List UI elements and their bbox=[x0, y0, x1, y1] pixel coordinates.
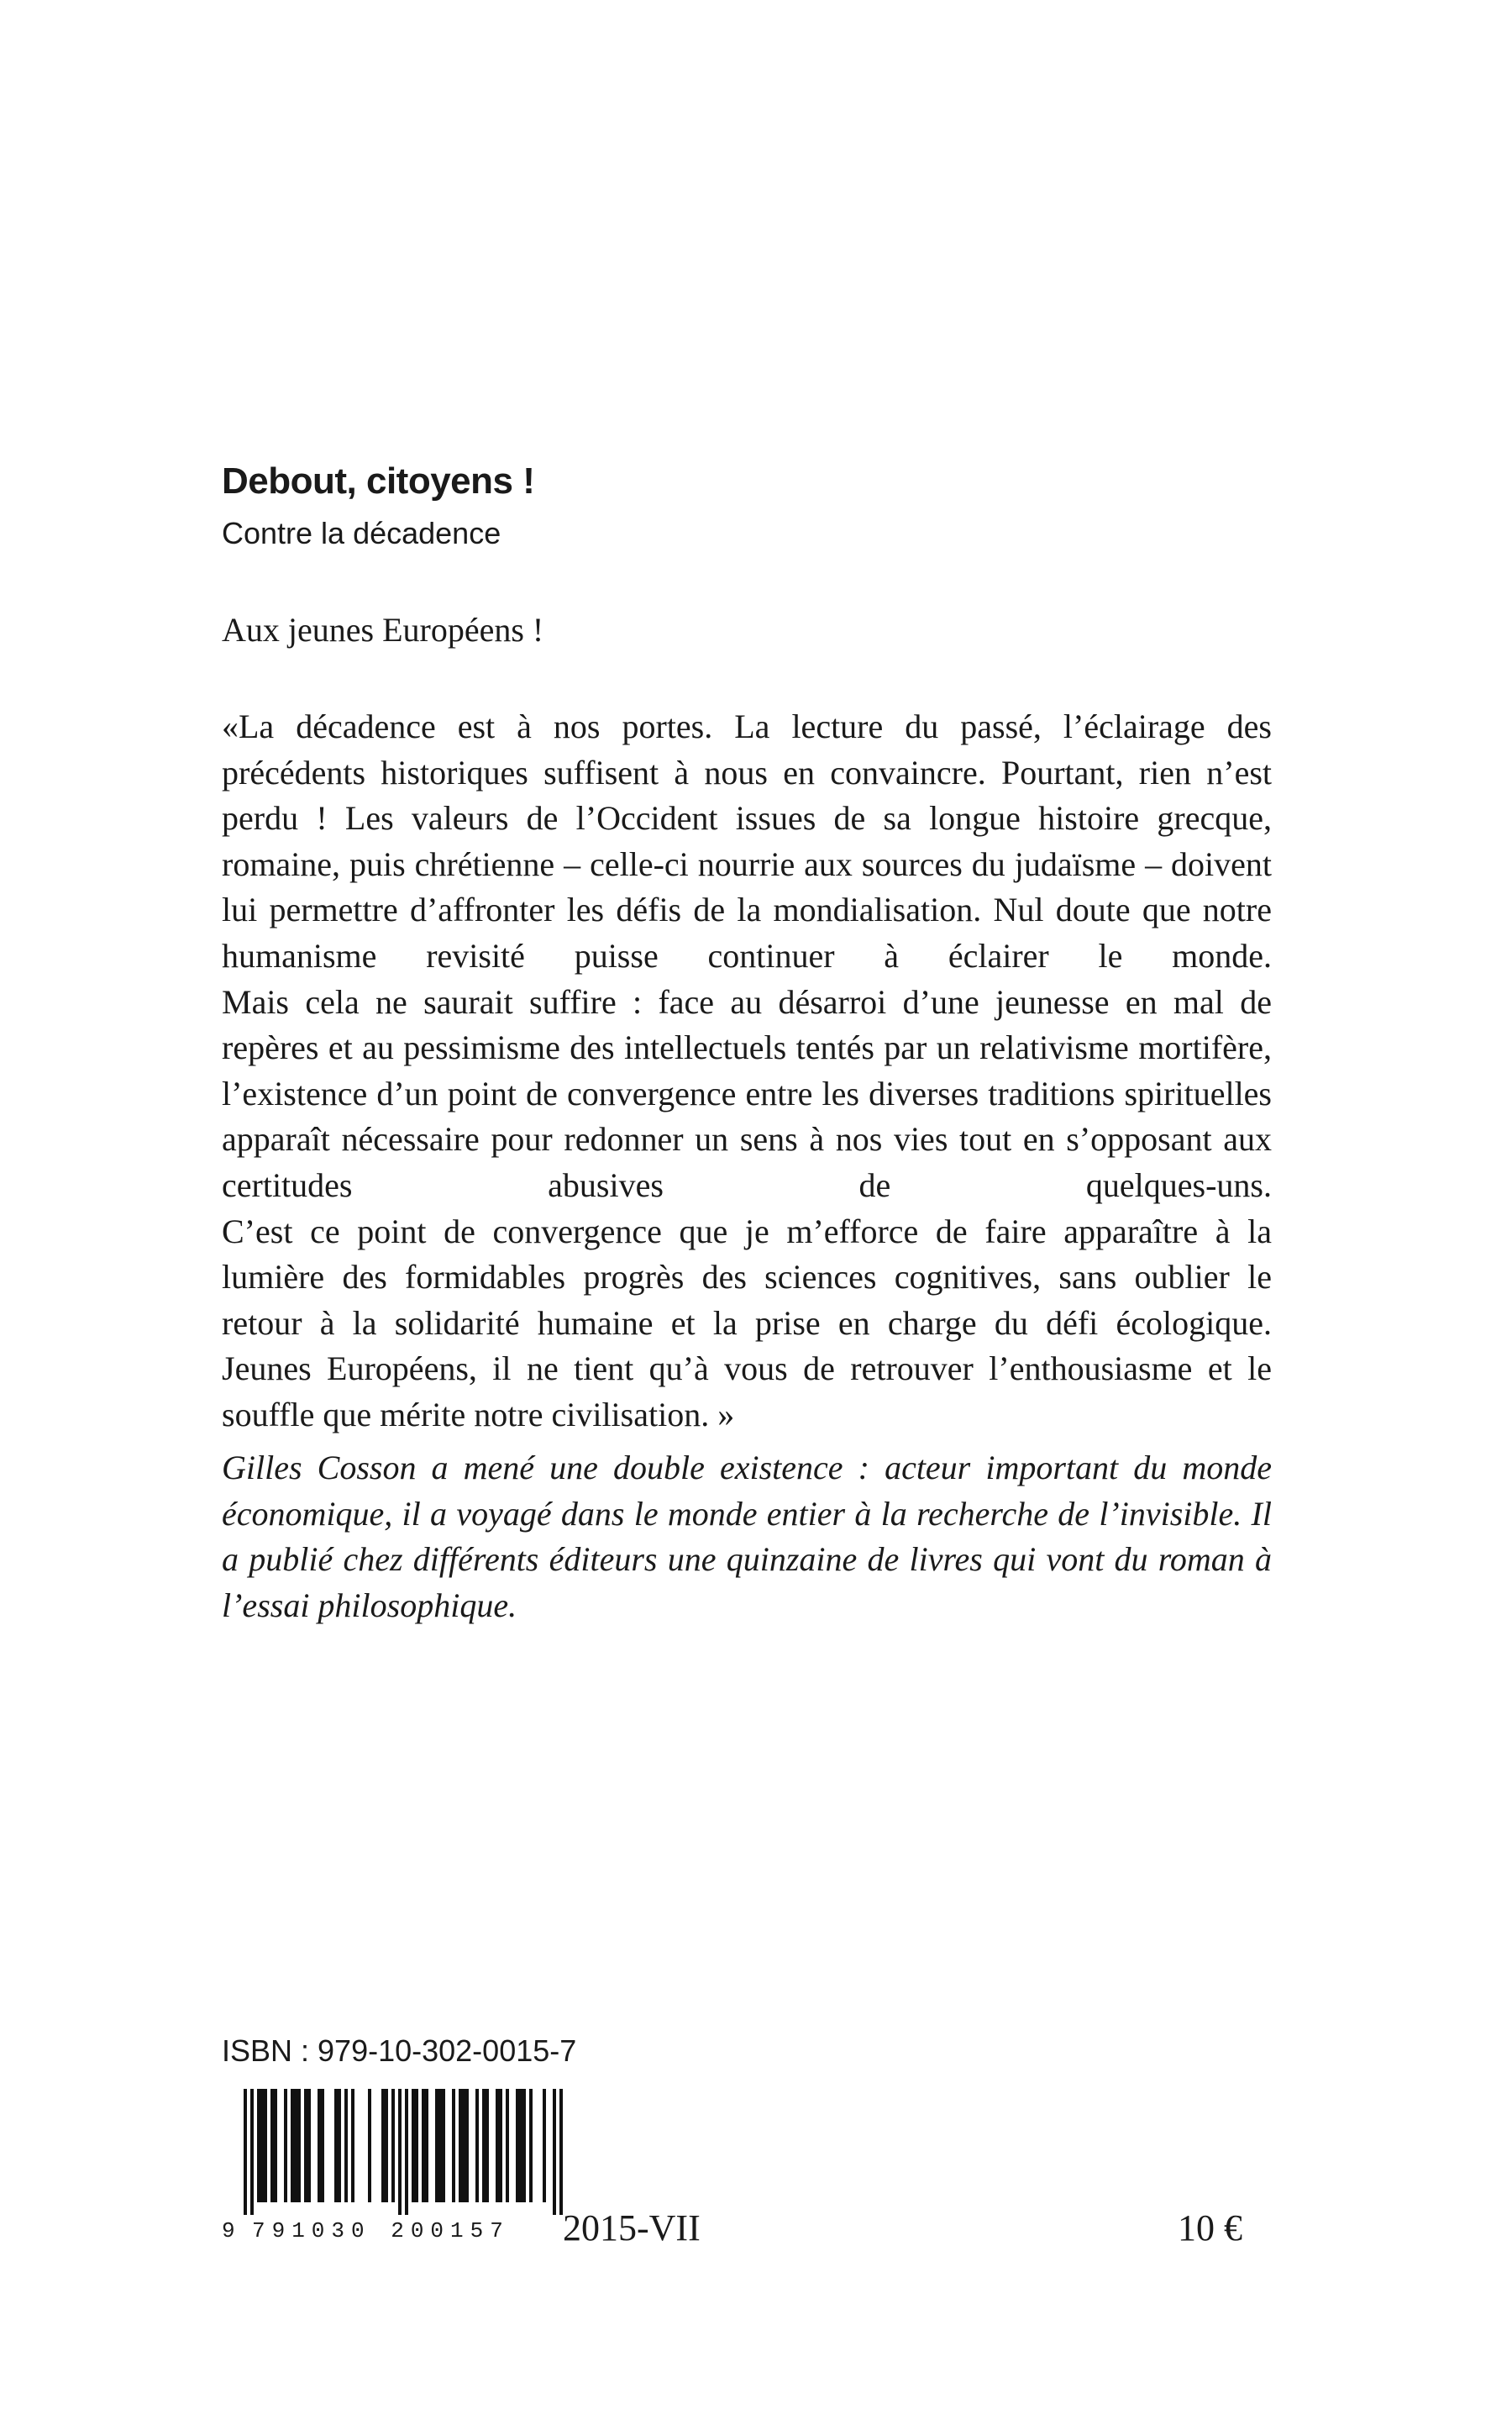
barcode-bar bbox=[304, 2089, 307, 2202]
author-bio bbox=[222, 1445, 1272, 1628]
barcode-bar bbox=[244, 2089, 247, 2215]
blurb-paragraph: Jeunes Européens, il ne tient qu’à vous de retrouver l’enthousiasme et le souffle que mérite notre civilisation. » bbox=[222, 1349, 1272, 1433]
barcode-bar bbox=[422, 2089, 425, 2202]
barcode-bar bbox=[274, 2089, 277, 2202]
barcode-bar bbox=[522, 2089, 526, 2202]
barcode-bar bbox=[334, 2089, 338, 2202]
barcode-bar bbox=[381, 2089, 385, 2202]
barcode-bar bbox=[475, 2089, 479, 2202]
barcode-digits: 791030 200157 bbox=[252, 2218, 510, 2243]
barcode-bar bbox=[506, 2089, 509, 2202]
blurb bbox=[222, 704, 1272, 1439]
barcode-bar bbox=[462, 2089, 465, 2202]
barcode-bar bbox=[250, 2089, 254, 2215]
barcode-bar bbox=[284, 2089, 287, 2202]
barcode bbox=[244, 2089, 563, 2215]
barcode-bar bbox=[412, 2089, 415, 2202]
book-title: Debout, citoyens ! bbox=[222, 460, 535, 502]
barcode-bar bbox=[553, 2089, 556, 2215]
barcode-bar bbox=[297, 2089, 301, 2202]
barcode-first-digit: 9 bbox=[222, 2218, 235, 2243]
barcode-bar bbox=[368, 2089, 371, 2202]
barcode-bar bbox=[519, 2089, 522, 2202]
barcode-bar bbox=[529, 2089, 533, 2202]
edition-code: 2015-VII bbox=[563, 2207, 701, 2249]
barcode-bar bbox=[264, 2089, 267, 2202]
blurb-paragraph: Mais cela ne saurait suffire : face au désarroi d’une jeunesse en mal de repères et au pessimisme des intellectuels tentés par un relativisme mortifère, l’existence d’un point de convergence entre les diverses traditions spirituelles apparaît nécessaire pour redonner un sens à nos vies tout en s’opposant aux certitudes abusives de quelques-uns. bbox=[222, 982, 1272, 1204]
barcode-bar bbox=[260, 2089, 264, 2202]
barcode-bar bbox=[257, 2089, 260, 2202]
barcode-bar bbox=[543, 2089, 546, 2202]
barcode-bar bbox=[405, 2089, 408, 2215]
isbn-label: ISBN : 979-10-302-0015-7 bbox=[222, 2033, 577, 2068]
barcode-bar bbox=[496, 2089, 499, 2202]
barcode-bar bbox=[465, 2089, 469, 2202]
author-bio-text: Gilles Cosson a mené une double existence : acteur important du monde économique, il a voyagé dans le monde entier à la recherche de l’invisible. Il a publié chez différents éditeurs une quinzaine de livres qui vont du roman à l’essai philosophique. bbox=[222, 1449, 1272, 1624]
barcode-bar bbox=[482, 2089, 486, 2202]
barcode-bar bbox=[425, 2089, 428, 2202]
barcode-bar bbox=[398, 2089, 402, 2215]
barcode-bar bbox=[291, 2089, 294, 2202]
barcode-bar bbox=[438, 2089, 442, 2202]
barcode-bar bbox=[344, 2089, 348, 2202]
barcode-bar bbox=[486, 2089, 489, 2202]
blurb-paragraph: «La décadence est à nos portes. La lecture du passé, l’éclairage des précédents historiques suffisent à nous en convaincre. Pourtant, rien n’est perdu ! Les valeurs de l’Occident issues de sa longue histoire grecque, romaine, puis chrétienne – celle-ci nourrie aux sources du judaïsme – doivent lui permettre d’affronter les défis de la mondialisation. Nul doute que notre humanisme revisité puisse continuer à éclairer le monde. bbox=[222, 707, 1272, 975]
barcode-bar bbox=[321, 2089, 324, 2202]
barcode-bar bbox=[391, 2089, 395, 2202]
barcode-bar bbox=[415, 2089, 418, 2202]
price: 10 € bbox=[1178, 2207, 1242, 2249]
barcode-bar bbox=[499, 2089, 502, 2202]
barcode-bar bbox=[559, 2089, 563, 2215]
blurb-paragraph: C’est ce point de convergence que je m’efforce de faire apparaître à la lumière des formidables progrès des sciences cognitives, sans oublier le retour à la solidarité humaine et la prise en charge du défi écologique. bbox=[222, 1212, 1272, 1342]
barcode-bar bbox=[459, 2089, 462, 2202]
barcode-bar bbox=[351, 2089, 354, 2202]
barcode-bar bbox=[307, 2089, 311, 2202]
barcode-bar bbox=[516, 2089, 519, 2202]
barcode-bar bbox=[452, 2089, 455, 2202]
barcode-bar bbox=[270, 2089, 274, 2202]
barcode-bar bbox=[385, 2089, 388, 2202]
barcode-bar bbox=[338, 2089, 341, 2202]
barcode-bar bbox=[294, 2089, 297, 2202]
barcode-bar bbox=[442, 2089, 445, 2202]
barcode-bar bbox=[435, 2089, 438, 2202]
book-subtitle: Contre la décadence bbox=[222, 516, 501, 550]
dedication: Aux jeunes Européens ! bbox=[222, 611, 544, 649]
barcode-bar bbox=[318, 2089, 321, 2202]
